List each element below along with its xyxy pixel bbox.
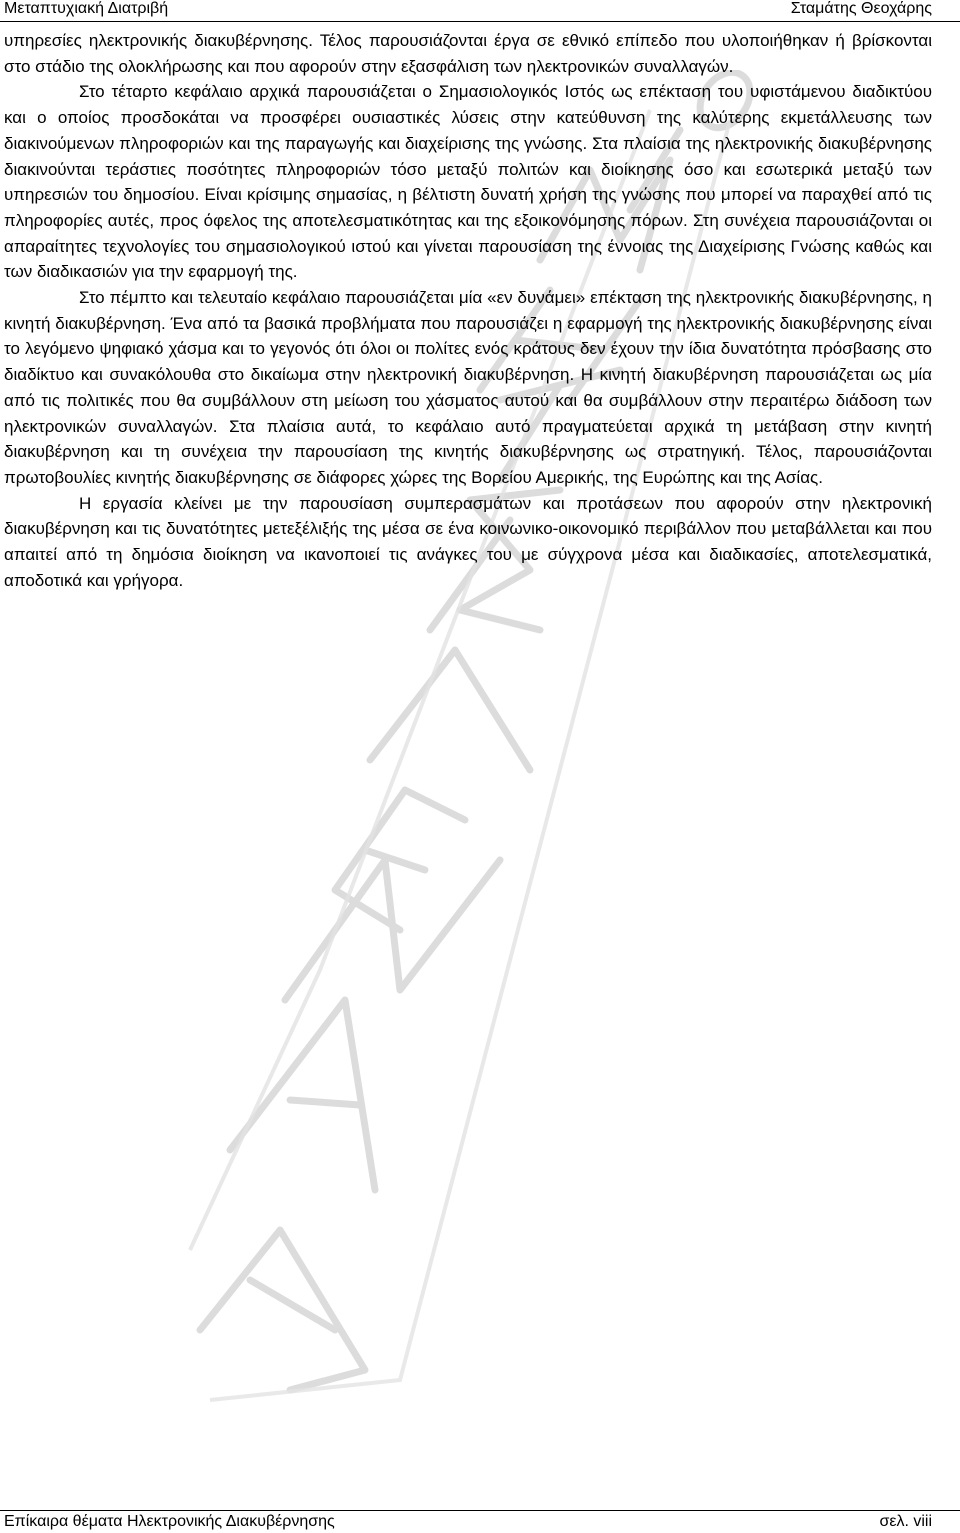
page-header bbox=[0, 0, 960, 22]
header-author: Σταμάτης Θεοχάρης bbox=[790, 0, 932, 17]
paragraph-conclusion: Η εργασία κλείνει με την παρουσίαση συμπερασμάτων και προτάσεων που αφορούν στην ηλεκτρονική διακυβέρνηση και τις δυνατότητες μετεξέλιξής της μέσα σε ένα κοινωνικο-οικονομικό περιβάλλον που μεταβάλλεται και που απαιτεί από τη δημόσια διοίκηση να ικανοποιεί τις ανάγκες του με σύγχρονα μέσα και διαδικασίες, αποτελεσματικά, αποδοτικά και γρήγορα. bbox=[4, 493, 932, 590]
body-text bbox=[4, 28, 932, 593]
footer-divider bbox=[0, 1510, 960, 1511]
footer-title: Επίκαιρα θέματα Ηλεκτρονικής Διακυβέρνησης bbox=[4, 1513, 335, 1530]
page-footer bbox=[0, 1512, 960, 1533]
header-thesis-type: Μεταπτυχιακή Διατριβή bbox=[4, 0, 169, 17]
paragraph-chapter-five: Στο πέμπτο και τελευταίο κεφάλαιο παρουσιάζεται μία «εν δυνάμει» επέκταση της ηλεκτρονικής διακυβέρνησης, η κινητή διακυβέρνηση. Ένα από τα βασικά προβλήματα που παρουσιάζει η εφαρμογή της ηλεκτρονικής διακυβέρνησης είναι το λεγόμενο ψηφιακό χάσμα και το γεγονός ότι όλοι οι πολίτες ενός κράτους δεν έχουν την ίδια δυνατότητα πρόσβασης στο διαδίκτυο και συνακόλουθα στο δικαίωμα στην ηλεκτρονική διακυβέρνηση. Η κινητή διακυβέρνηση παρουσιάζεται ως μία από τις πολιτικές που θα συμβάλλουν στη μείωση του χάσματος αυτού και θα συμβάλλουν στην περαιτέρω διάδοση των ηλεκτρονικών συναλλαγών. Στα πλαίσια αυτά, το κεφάλαιο αυτό πραγματεύεται αρχικά τη μετάβαση στην κινητή διακυβέρνηση και τη συνέχεια την παρουσίαση της κινητής διακυβέρνησης ως στρατηγική. Τέλος, παρουσιάζονται πρωτοβουλίες κινητής διακυβέρνησης σε διάφορες χώρες της Βορείου Αμερικής, της Ευρώπης και της Ασίας. bbox=[4, 288, 932, 487]
header-divider bbox=[0, 21, 960, 22]
paragraph-chapter-four: Στο τέταρτο κεφάλαιο αρχικά παρουσιάζεται ο Σημασιολογικός Ιστός ως επέκταση του υφιστάμενου διαδικτύου και ο οποίος προσδοκάται να προσφέρει ουσιαστικές λύσεις στην κατεύθυνση της καλύτερης εκμετάλλευσης των διακινούμενων πληροφοριών και της παραγωγής και διαχείρισης της γνώσης. Στα πλαίσια της ηλεκτρονικής διακυβέρνησης διακινούνται τεράστιες ποσότητες πληροφοριών τόσο μεταξύ πολιτών και διοίκησης όσο και εσωτερικά μεταξύ των υπηρεσιών του δημοσίου. Είναι κρίσιμης σημασίας, η βέλτιστη δυνατή χρήση της γνώσης που μπορεί να παραχθεί από τις πληροφορίες αυτές, προς όφελος της αποτελεσματικότητας και της εξοικονόμησης πόρων. Στη συνέχεια παρουσιάζονται οι απαραίτητες τεχνολογίες του σημασιολογικού ιστού και γίνεται παρουσίαση της έννοιας της Διαχείρισης Γνώσης καθώς και των διαδικασιών για την εφαρμογή της. bbox=[4, 82, 932, 282]
page-number: σελ. viii bbox=[879, 1513, 932, 1530]
paragraph-continuation: υπηρεσίες ηλεκτρονικής διακυβέρνησης. Τέλος παρουσιάζονται έργα σε εθνικό επίπεδο που υλοποιήθηκαν ή βρίσκονται στο στάδιο της ολοκλήρωσης και που αφορούν στην εξασφάλιση των ηλεκτρονικών συναλλαγών. bbox=[4, 31, 932, 76]
